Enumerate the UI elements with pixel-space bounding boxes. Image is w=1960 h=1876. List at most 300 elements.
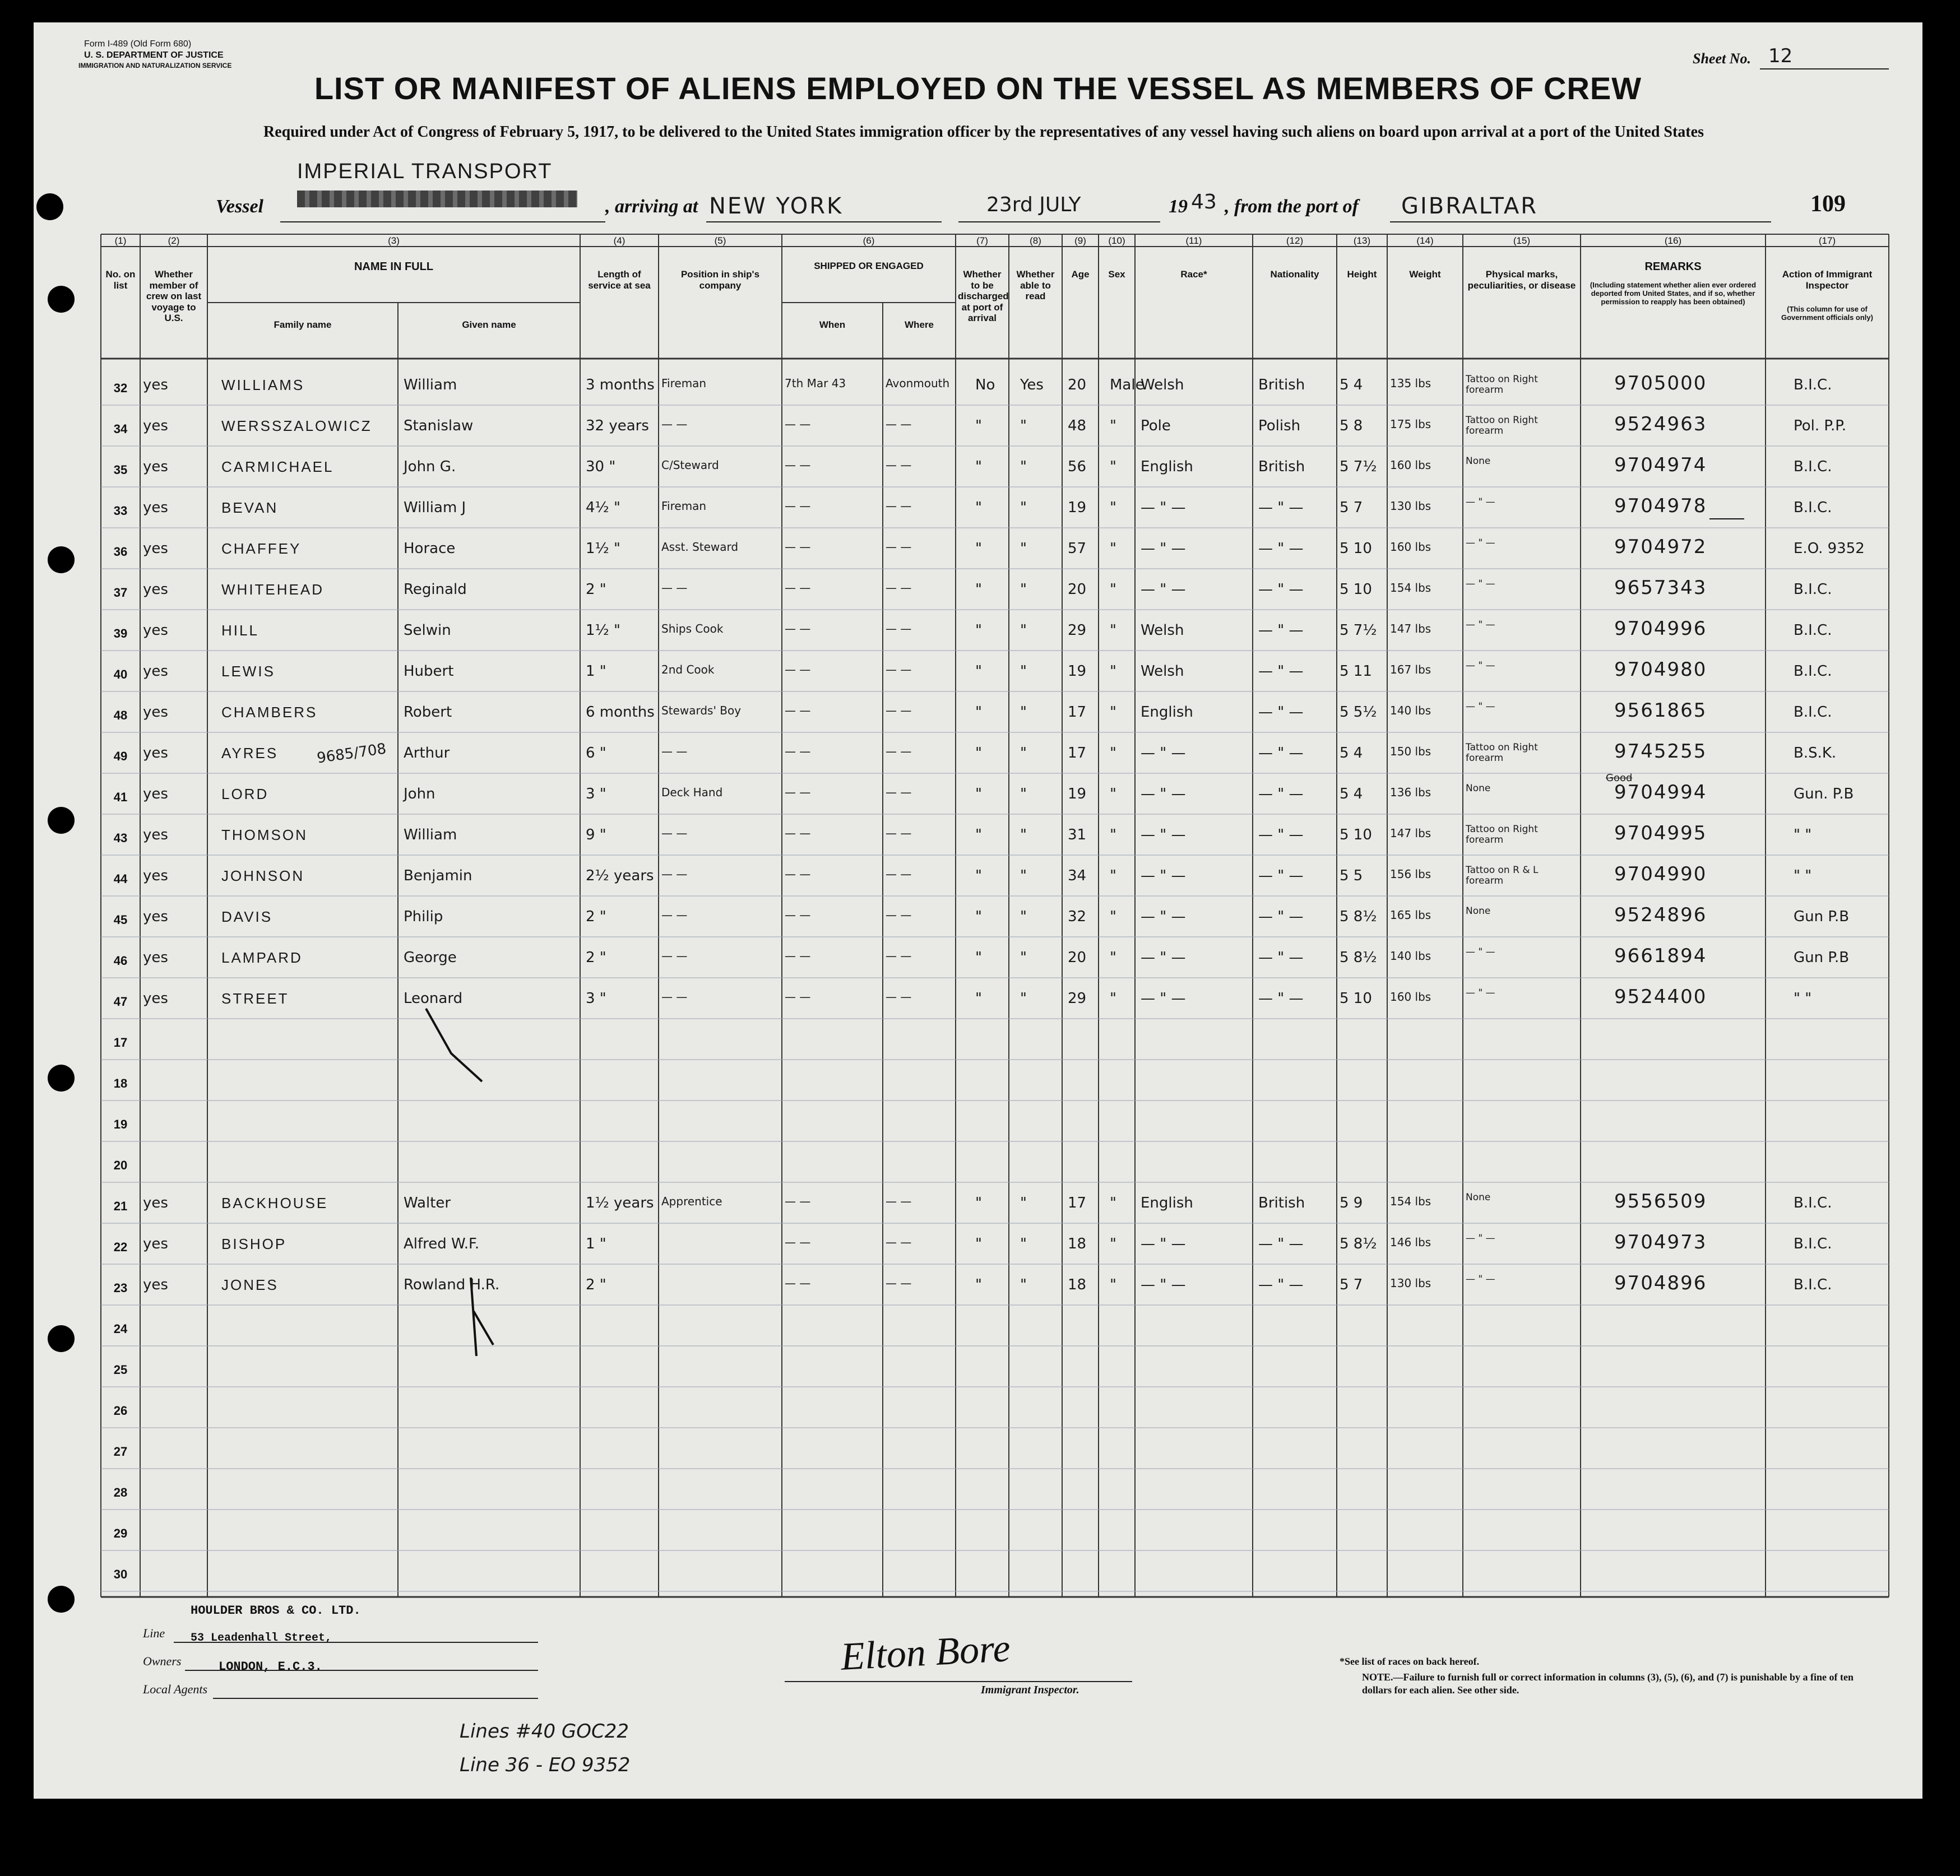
cell-able-to-read: Yes	[1020, 377, 1044, 393]
cell-discharged: "	[975, 1195, 982, 1211]
column-subheader: Family name	[274, 319, 332, 330]
column-number: (3)	[388, 235, 400, 246]
arrival-date: 23rd JULY	[986, 193, 1081, 216]
cell-remarks: 9704978	[1614, 495, 1707, 517]
fine-note: NOTE.—Failure to furnish full or correct information in columns (3), (5), (6), and (7) is punishable by a fine of ten dollars for each alien. See other side.	[1362, 1671, 1854, 1696]
line-number: 48	[113, 708, 128, 722]
cell-sex: "	[1110, 622, 1116, 639]
cell-remarks: 9704896	[1614, 1272, 1707, 1294]
cell-given-name: Reginald	[404, 581, 467, 598]
cell-race: Welsh	[1141, 663, 1184, 680]
cell-able-to-read: "	[1020, 458, 1027, 475]
cell-height: 5 4	[1340, 786, 1363, 802]
cell-able-to-read: "	[1020, 540, 1027, 557]
column-subheader: When	[819, 319, 846, 330]
cell-family-name: DAVIS	[221, 908, 273, 925]
arrival-year: 43	[1191, 191, 1217, 213]
cell-race: English	[1141, 1195, 1193, 1211]
cell-nationality: — " —	[1258, 867, 1304, 884]
column-number: (13)	[1353, 235, 1371, 246]
cell-inspector-action: B.S.K.	[1794, 745, 1837, 761]
cell-physical-marks: Tattoo on Right forearm	[1466, 742, 1538, 764]
cell-physical-marks: Tattoo on R & L forearm	[1466, 865, 1539, 886]
cell-discharged: "	[975, 663, 982, 680]
cell-inspector-action: B.I.C.	[1794, 581, 1832, 598]
cell-given-name: Leonard	[404, 990, 463, 1007]
cell-discharged: "	[975, 417, 982, 434]
cell-discharged: "	[975, 540, 982, 557]
column-number: (9)	[1074, 235, 1086, 246]
column-header: Physical marks, peculiarities, or disease	[1467, 269, 1576, 291]
cell-shipped-where: — —	[886, 949, 912, 963]
manifest-sheet	[34, 22, 1922, 1799]
cell-remarks: 9704995	[1614, 822, 1707, 844]
cell-race: — " —	[1141, 990, 1186, 1007]
inspector-label: Immigrant Inspector.	[981, 1684, 1079, 1696]
cell-able-to-read: "	[1020, 622, 1027, 639]
column-header: Sex	[1108, 269, 1125, 280]
cell-able-to-read: "	[1020, 949, 1027, 966]
cell-able-to-read: "	[1020, 1236, 1027, 1252]
cell-height: 5 8½	[1340, 949, 1377, 966]
line-number: 20	[113, 1158, 128, 1172]
cell-inspector-action: Gun. P.B	[1794, 786, 1854, 802]
cell-race: — " —	[1141, 540, 1186, 557]
arriving-port: NEW YORK	[709, 193, 844, 219]
line-number: 18	[113, 1076, 128, 1090]
cell-nationality: — " —	[1258, 499, 1304, 516]
cell-family-name: WERSSZALOWICZ	[221, 417, 372, 434]
cell-sex: "	[1110, 704, 1116, 721]
cell-shipped-where: — —	[886, 908, 912, 922]
cell-remarks: 9704974	[1614, 454, 1707, 476]
cell-nationality: — " —	[1258, 1276, 1304, 1293]
column-header: Age	[1071, 269, 1090, 280]
cell-nationality: British	[1258, 1195, 1305, 1211]
cell-age: 17	[1068, 1195, 1087, 1211]
cell-physical-marks: Tattoo on Right forearm	[1466, 374, 1538, 396]
cell-race: Pole	[1141, 417, 1171, 434]
cell-prev-crew: yes	[143, 377, 168, 393]
cell-discharged: "	[975, 826, 982, 843]
cell-shipped-when: — —	[785, 949, 811, 963]
cell-nationality: — " —	[1258, 704, 1304, 721]
cell-given-name: Philip	[404, 908, 443, 925]
cell-weight: 167 lbs	[1390, 663, 1431, 676]
cell-shipped-when: — —	[785, 499, 811, 513]
cell-position: — —	[661, 826, 688, 840]
cell-shipped-when: — —	[785, 458, 811, 472]
cell-inspector-action: Gun P.B	[1794, 949, 1850, 966]
cell-shipped-when: — —	[785, 663, 811, 676]
cell-prev-crew: yes	[143, 663, 168, 680]
cell-remarks: 9704973	[1614, 1231, 1707, 1253]
cell-prev-crew: yes	[143, 990, 168, 1007]
cell-inspector-action: B.I.C.	[1794, 1195, 1832, 1211]
cell-nationality: British	[1258, 377, 1305, 393]
cell-shipped-when: 7th Mar 43	[785, 377, 846, 390]
cell-given-name: Robert	[404, 704, 452, 721]
column-number: (7)	[976, 235, 988, 246]
cell-age: 18	[1068, 1276, 1087, 1293]
cell-physical-marks: None	[1466, 456, 1491, 467]
cell-shipped-when: — —	[785, 1236, 811, 1249]
cell-able-to-read: "	[1020, 704, 1027, 721]
cell-inspector-action: Gun P.B	[1794, 908, 1850, 925]
cell-shipped-where: — —	[886, 1276, 912, 1290]
cell-height: 5 7½	[1340, 458, 1377, 475]
line-number: 33	[113, 504, 128, 518]
agent-stamp-line3: LONDON, E.C.3.	[219, 1660, 322, 1674]
column-number: (17)	[1818, 235, 1836, 246]
cell-shipped-when: — —	[785, 540, 811, 554]
cell-age: 34	[1068, 867, 1087, 884]
line-number: 36	[113, 545, 128, 559]
cell-sex: Male	[1110, 377, 1145, 393]
ayres-struck-note: Good	[1606, 772, 1633, 784]
cell-shipped-where: — —	[886, 622, 912, 635]
cell-discharged: "	[975, 499, 982, 516]
cell-remarks: 9745255	[1614, 740, 1707, 763]
cell-weight: 165 lbs	[1390, 908, 1431, 922]
cell-remarks: 9705000	[1614, 372, 1707, 394]
cell-sex: "	[1110, 663, 1116, 680]
cell-sex: "	[1110, 1195, 1116, 1211]
cell-height: 5 10	[1340, 581, 1372, 598]
cell-age: 29	[1068, 622, 1087, 639]
cell-age: 20	[1068, 949, 1087, 966]
line-number: 40	[113, 667, 128, 681]
cell-inspector-action: Pol. P.P.	[1794, 417, 1847, 434]
cell-discharged: "	[975, 786, 982, 802]
manifest-subtitle: Required under Act of Congress of February 5, 1917, to be delivered to the United States immigration officer by the representatives of any vessel having such aliens on board upon arrival at a port of the United States	[263, 123, 1704, 141]
cell-discharged: "	[975, 867, 982, 884]
cell-inspector-action: " "	[1794, 990, 1812, 1007]
sheet-no-value: 12	[1768, 45, 1793, 67]
remarks-note: (Including statement whether alien ever ordered deported from United States, and if so, whether permission to reapply has been obtained)	[1590, 281, 1757, 306]
column-header: No. on list	[105, 269, 136, 291]
cell-position: Deck Hand	[661, 786, 723, 799]
line-number: 46	[113, 954, 128, 968]
cell-height: 5 10	[1340, 826, 1372, 843]
cell-remarks: 9524963	[1614, 413, 1707, 435]
cell-shipped-when: — —	[785, 826, 811, 840]
column-header: Nationality	[1270, 269, 1319, 280]
agent-stamp-line2: 53 Leadenhall Street,	[191, 1632, 332, 1645]
cell-prev-crew: yes	[143, 417, 168, 434]
column-header: NAME IN FULL	[354, 261, 434, 273]
cell-sex: "	[1110, 908, 1116, 925]
cell-discharged: "	[975, 581, 982, 598]
action-note: (This column for use of Government officials only)	[1781, 305, 1873, 322]
cell-inspector-action: " "	[1794, 826, 1812, 843]
agent-stamp-line1: HOULDER BROS & CO. LTD.	[191, 1604, 361, 1618]
cell-given-name: Rowland H.R.	[404, 1276, 500, 1293]
column-subheader: Given name	[462, 319, 516, 330]
cell-physical-marks: None	[1466, 783, 1491, 794]
column-header: Race*	[1180, 269, 1207, 280]
line-number: 45	[113, 913, 128, 927]
cell-sex: "	[1110, 540, 1116, 557]
cell-able-to-read: "	[1020, 581, 1027, 598]
cell-nationality: — " —	[1258, 581, 1304, 598]
department-name: U. S. DEPARTMENT OF JUSTICE	[84, 50, 224, 60]
cell-weight: 175 lbs	[1390, 417, 1431, 431]
cell-service-length: 2 "	[586, 949, 606, 966]
cell-given-name: Arthur	[404, 745, 450, 761]
cell-position: 2nd Cook	[661, 663, 715, 676]
cell-family-name: WHITEHEAD	[221, 581, 324, 598]
cell-given-name: Benjamin	[404, 867, 472, 884]
column-header: Weight	[1409, 269, 1441, 280]
cell-height: 5 4	[1340, 745, 1363, 761]
cell-race: — " —	[1141, 1236, 1186, 1252]
cell-nationality: — " —	[1258, 622, 1304, 639]
cell-service-length: 4½ "	[586, 499, 620, 516]
cell-discharged: No	[975, 377, 995, 393]
cell-inspector-action: B.I.C.	[1794, 458, 1832, 475]
cell-prev-crew: yes	[143, 1195, 168, 1211]
column-number: (5)	[714, 235, 726, 246]
cell-nationality: — " —	[1258, 949, 1304, 966]
cell-prev-crew: yes	[143, 745, 168, 761]
cell-shipped-where: — —	[886, 1236, 912, 1249]
cell-family-name: BISHOP	[221, 1236, 287, 1252]
cell-shipped-where: Avonmouth	[886, 377, 950, 390]
cell-shipped-where: — —	[886, 990, 912, 1004]
cell-given-name: John	[404, 786, 435, 802]
cell-sex: "	[1110, 1236, 1116, 1252]
cell-physical-marks: Tattoo on Right forearm	[1466, 824, 1538, 846]
cell-weight: 150 lbs	[1390, 745, 1431, 758]
cell-sex: "	[1110, 581, 1116, 598]
cell-discharged: "	[975, 949, 982, 966]
cell-service-length: 3 "	[586, 990, 606, 1007]
cell-weight: 147 lbs	[1390, 622, 1431, 635]
line-number: 49	[113, 749, 128, 763]
page-number: 109	[1810, 191, 1846, 217]
cell-family-name: AYRES	[221, 745, 279, 761]
line-number: 22	[113, 1240, 128, 1254]
cell-sex: "	[1110, 867, 1116, 884]
cell-remarks: 9704980	[1614, 658, 1707, 681]
cell-service-length: 1 "	[586, 663, 606, 680]
cell-prev-crew: yes	[143, 704, 168, 721]
cell-family-name: JOHNSON	[221, 867, 305, 884]
line-number: 35	[113, 463, 128, 477]
cell-able-to-read: "	[1020, 745, 1027, 761]
cell-family-name: LORD	[221, 786, 269, 802]
column-number: (8)	[1030, 235, 1041, 246]
cell-inspector-action: E.O. 9352	[1794, 540, 1865, 557]
cell-remarks: 9704994	[1614, 781, 1707, 804]
cell-height: 5 10	[1340, 540, 1372, 557]
inspector-signature: Elton Bore	[840, 1627, 1012, 1679]
cell-family-name: CARMICHAEL	[221, 458, 334, 475]
cell-height: 5 7½	[1340, 622, 1377, 639]
cell-height: 5 8	[1340, 417, 1363, 434]
cell-service-length: 2½ years	[586, 867, 654, 884]
cell-family-name: LAMPARD	[221, 949, 303, 966]
cell-able-to-read: "	[1020, 786, 1027, 802]
cell-nationality: Polish	[1258, 417, 1301, 434]
cell-position: — —	[661, 867, 688, 881]
cell-service-length: 3 "	[586, 786, 606, 802]
cell-position: — —	[661, 949, 688, 963]
cell-sex: "	[1110, 826, 1116, 843]
cell-race: — " —	[1141, 745, 1186, 761]
cell-service-length: 2 "	[586, 908, 606, 925]
sheet-no-label: Sheet No.	[1693, 50, 1751, 67]
arriving-label: , arriving at	[605, 196, 698, 217]
cell-shipped-where: — —	[886, 458, 912, 472]
cell-able-to-read: "	[1020, 663, 1027, 680]
cell-given-name: Walter	[404, 1195, 451, 1211]
cell-shipped-where: — —	[886, 704, 912, 717]
from-port: GIBRALTAR	[1401, 193, 1539, 219]
cell-weight: 140 lbs	[1390, 949, 1431, 963]
cell-sex: "	[1110, 745, 1116, 761]
cell-family-name: WILLIAMS	[221, 377, 305, 393]
cell-shipped-when: — —	[785, 581, 811, 595]
cell-race: English	[1141, 704, 1193, 721]
cell-height: 5 5	[1340, 867, 1363, 884]
cell-inspector-action: B.I.C.	[1794, 704, 1832, 721]
cell-family-name: LEWIS	[221, 663, 275, 680]
cell-shipped-where: — —	[886, 499, 912, 513]
column-header: Length of service at sea	[588, 269, 651, 291]
cell-position: Asst. Steward	[661, 540, 739, 554]
column-header: Action of Immigrant Inspector	[1782, 269, 1873, 291]
cell-weight: 140 lbs	[1390, 704, 1431, 717]
column-header: Whether member of crew on last voyage to U.S.	[146, 269, 202, 324]
cell-age: 19	[1068, 663, 1087, 680]
line-number: 24	[113, 1322, 128, 1336]
line-label: Line	[143, 1626, 165, 1640]
cell-able-to-read: "	[1020, 1195, 1027, 1211]
cell-sex: "	[1110, 499, 1116, 516]
cell-physical-marks: — " —	[1466, 987, 1495, 999]
cell-family-name: JONES	[221, 1276, 279, 1293]
cell-age: 56	[1068, 458, 1087, 475]
cell-given-name: Horace	[404, 540, 456, 557]
cell-weight: 154 lbs	[1390, 581, 1431, 595]
cell-age: 18	[1068, 1236, 1087, 1252]
cell-position: Fireman	[661, 499, 707, 513]
cell-physical-marks: None	[1466, 906, 1491, 917]
vessel-label: Vessel	[216, 196, 263, 217]
cell-position: Ships Cook	[661, 622, 724, 635]
cell-discharged: "	[975, 908, 982, 925]
cell-position: — —	[661, 990, 688, 1004]
cell-physical-marks: Tattoo on Right forearm	[1466, 415, 1538, 437]
cell-position: Fireman	[661, 377, 707, 390]
cell-race: — " —	[1141, 581, 1186, 598]
cell-shipped-when: — —	[785, 786, 811, 799]
cell-nationality: — " —	[1258, 745, 1304, 761]
cell-shipped-where: — —	[886, 826, 912, 840]
cell-age: 20	[1068, 581, 1087, 598]
cell-height: 5 4	[1340, 377, 1363, 393]
cell-prev-crew: yes	[143, 581, 168, 598]
column-number: (2)	[168, 235, 180, 246]
cell-sex: "	[1110, 1276, 1116, 1293]
from-label: , from the port of	[1225, 196, 1359, 217]
column-number: (15)	[1513, 235, 1531, 246]
cell-remarks: 9657343	[1614, 577, 1707, 599]
cell-inspector-action: B.I.C.	[1794, 622, 1832, 639]
cell-able-to-read: "	[1020, 1276, 1027, 1293]
cell-race: — " —	[1141, 949, 1186, 966]
column-number: (6)	[863, 235, 875, 246]
cell-remarks: 9524400	[1614, 986, 1707, 1008]
cell-service-length: 2 "	[586, 1276, 606, 1293]
cell-prev-crew: yes	[143, 867, 168, 884]
cell-position: Apprentice	[661, 1195, 722, 1208]
cell-service-length: 6 "	[586, 745, 606, 761]
owners-label: Owners	[143, 1654, 182, 1668]
cell-family-name: CHAMBERS	[221, 704, 318, 721]
cell-given-name: George	[404, 949, 457, 966]
cell-physical-marks: — " —	[1466, 701, 1495, 712]
line-number: 21	[113, 1199, 128, 1213]
cell-sex: "	[1110, 458, 1116, 475]
cell-discharged: "	[975, 1276, 982, 1293]
local-agents-label: Local Agents	[143, 1682, 208, 1696]
cell-weight: 154 lbs	[1390, 1195, 1431, 1208]
cell-weight: 130 lbs	[1390, 499, 1431, 513]
cell-able-to-read: "	[1020, 417, 1027, 434]
cell-shipped-when: — —	[785, 1276, 811, 1290]
cell-shipped-where: — —	[886, 540, 912, 554]
cell-weight: 147 lbs	[1390, 826, 1431, 840]
line-number: 47	[113, 995, 128, 1009]
cell-shipped-where: — —	[886, 663, 912, 676]
cell-position: Stewards' Boy	[661, 704, 742, 717]
service-name: IMMIGRATION AND NATURALIZATION SERVICE	[78, 62, 232, 69]
cell-discharged: "	[975, 622, 982, 639]
cell-discharged: "	[975, 458, 982, 475]
cell-sex: "	[1110, 786, 1116, 802]
cell-sex: "	[1110, 417, 1116, 434]
cell-age: 19	[1068, 499, 1087, 516]
cell-shipped-when: — —	[785, 622, 811, 635]
cell-family-name: BEVAN	[221, 499, 279, 516]
cell-prev-crew: yes	[143, 826, 168, 843]
cell-service-length: 32 years	[586, 417, 649, 434]
cell-inspector-action: " "	[1794, 867, 1812, 884]
cell-race: Welsh	[1141, 622, 1184, 639]
handwritten-note-1: Lines #40 GOC22	[460, 1720, 629, 1743]
cell-shipped-when: — —	[785, 745, 811, 758]
vessel-name: IMPERIAL TRANSPORT	[297, 160, 553, 183]
cell-family-name: HILL	[221, 622, 259, 639]
year-prefix: 19	[1169, 196, 1188, 217]
cell-race: — " —	[1141, 867, 1186, 884]
cell-race: Welsh	[1141, 377, 1184, 393]
cell-shipped-where: — —	[886, 1195, 912, 1208]
cell-remarks: 9704996	[1614, 617, 1707, 640]
cell-discharged: "	[975, 745, 982, 761]
cell-service-length: 6 months	[586, 704, 655, 721]
cell-service-length: 1 "	[586, 1236, 606, 1252]
cell-weight: 160 lbs	[1390, 458, 1431, 472]
line-number: 27	[113, 1445, 128, 1459]
cell-given-name: Stanislaw	[404, 417, 474, 434]
cell-sex: "	[1110, 949, 1116, 966]
cell-service-length: 1½ years	[586, 1195, 654, 1211]
cell-prev-crew: yes	[143, 1276, 168, 1293]
